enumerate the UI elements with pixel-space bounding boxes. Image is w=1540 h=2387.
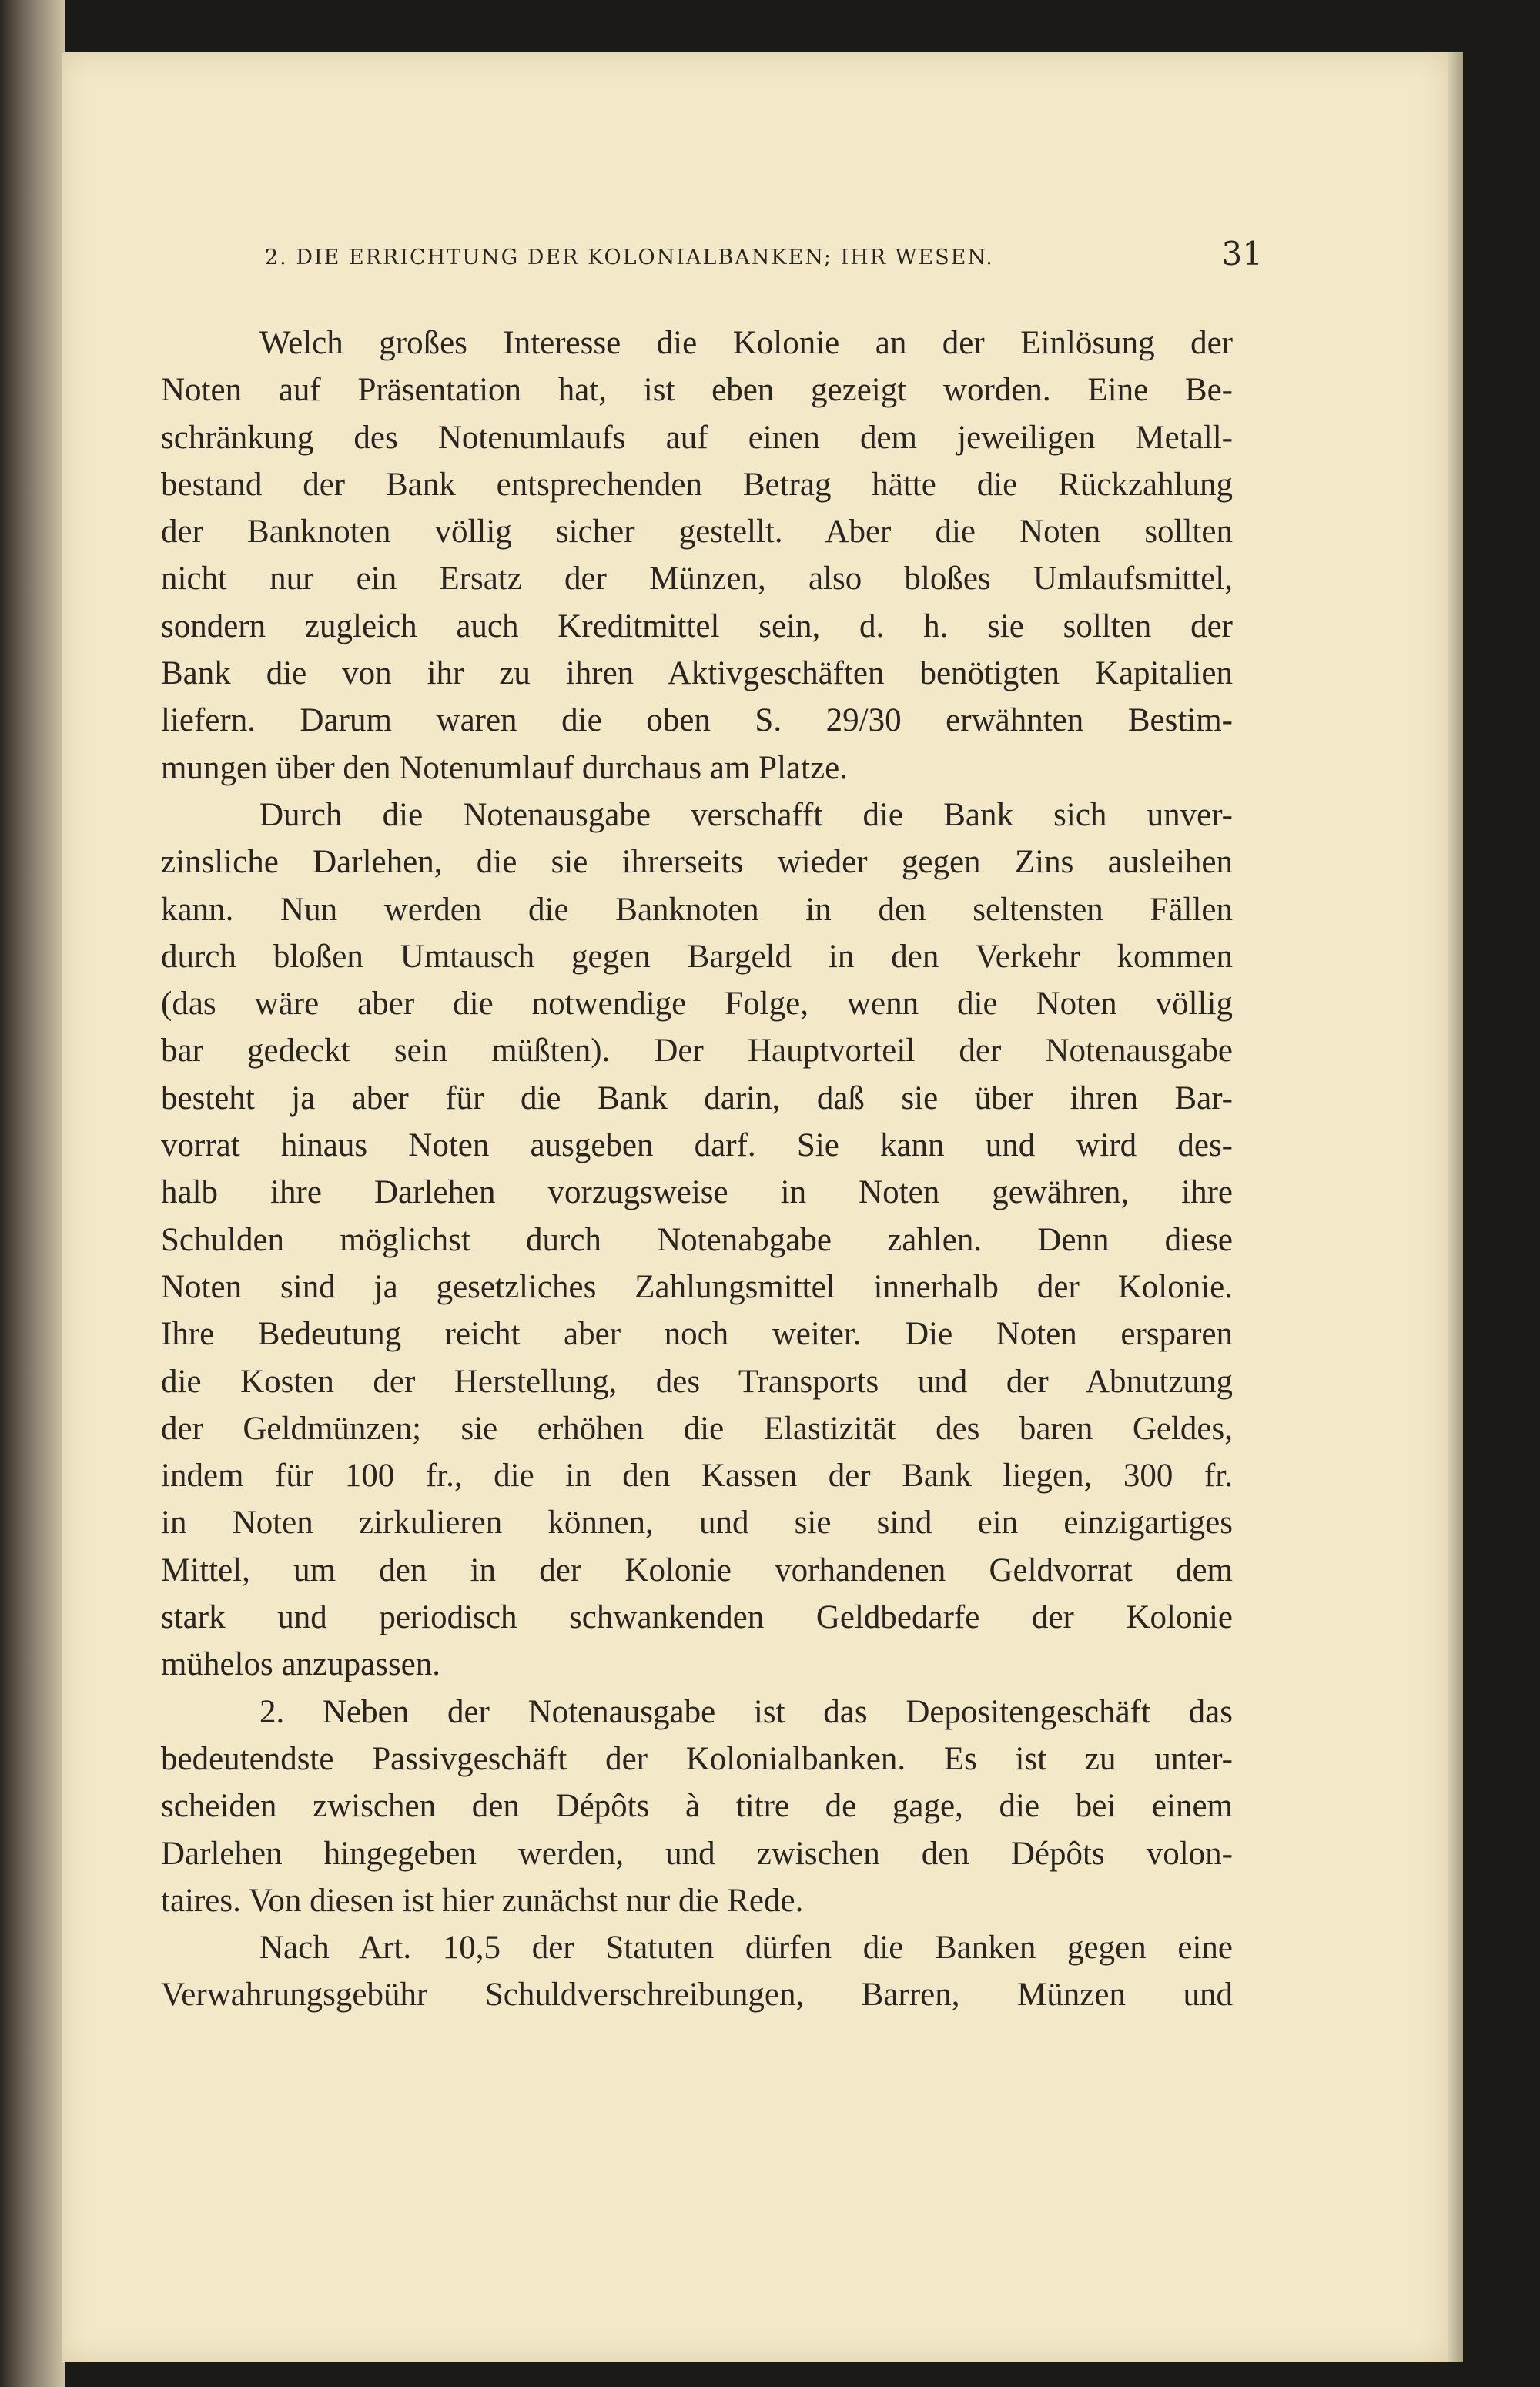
text-line: Mittel, um den in der Kolonie vorhandenen Geldvorrat dem (161, 1552, 1233, 1589)
text-line: in Noten zirkulieren können, und sie sind ein einzigartiges (161, 1505, 1233, 1542)
text-line: Durch die Notenausgabe verschafft die Bank sich unver- (259, 796, 1233, 833)
page-edge (1448, 52, 1463, 2362)
text-line: bar gedeckt sein müßten). Der Hauptvorteil der Notenausgabe (161, 1033, 1233, 1070)
book-gutter (0, 0, 65, 2387)
text-line: vorrat hinaus Noten ausgeben darf. Sie kann und wird des- (161, 1127, 1233, 1164)
text-line: Noten auf Präsentation hat, ist eben gezeigt worden. Eine Be- (161, 372, 1233, 409)
page-number: 31 (1221, 235, 1263, 273)
body-text (161, 320, 1233, 2019)
text-line: durch bloßen Umtausch gegen Bargeld in den Verkehr kommen (161, 938, 1233, 975)
text-line: schränkung des Notenumlaufs auf einen dem jeweiligen Metall- (161, 419, 1233, 456)
text-line: mungen über den Notenumlauf durchaus am Platze. (161, 749, 848, 786)
text-line: Noten sind ja gesetzliches Zahlungsmittel innerhalb der Kolonie. (161, 1268, 1233, 1305)
text-line: indem für 100 fr., die in den Kassen der Bank liegen, 300 fr. (161, 1458, 1233, 1495)
text-line: besteht ja aber für die Bank darin, daß sie über ihren Bar- (161, 1080, 1233, 1116)
text-line: Welch großes Interesse die Kolonie an der Einlösung der (259, 325, 1233, 361)
text-line: der Banknoten völlig sicher gestellt. Aber die Noten sollten (161, 514, 1233, 551)
text-line: sondern zugleich auch Kreditmittel sein, d. h. sie sollten der (161, 608, 1233, 644)
text-line: Schulden möglichst durch Notenabgabe zahlen. Denn diese (161, 1221, 1233, 1258)
text-line: mühelos anzupassen. (161, 1646, 441, 1683)
text-line: nicht nur ein Ersatz der Münzen, also bloßes Umlaufsmittel, (161, 561, 1233, 598)
text-line: Nach Art. 10,5 der Statuten dürfen die Banken gegen eine (259, 1930, 1233, 1967)
text-line: (das wäre aber die notwendige Folge, wenn die Noten völlig (161, 986, 1233, 1023)
text-line: 2. Neben der Notenausgabe ist das Depositengeschäft das (259, 1693, 1233, 1730)
text-line: zinsliche Darlehen, die sie ihrerseits wieder gegen Zins ausleihen (161, 844, 1233, 881)
text-line: die Kosten der Herstellung, des Transports und der Abnutzung (161, 1363, 1233, 1400)
running-head: 2. DIE ERRICHTUNG DER KOLONIALBANKEN; IHR WESEN. (265, 246, 994, 270)
text-line: scheiden zwischen den Dépôts à titre de gage, die bei einem (161, 1788, 1233, 1825)
text-line: der Geldmünzen; sie erhöhen die Elastizität des baren Geldes, (161, 1410, 1233, 1447)
page-header (199, 235, 1263, 281)
text-line: Ihre Bedeutung reicht aber noch weiter. Die Noten ersparen (161, 1316, 1233, 1353)
text-line: taires. Von diesen ist hier zunächst nur die Rede. (161, 1882, 804, 1919)
text-line: bedeutendste Passivgeschäft der Kolonialbanken. Es ist zu unter- (161, 1740, 1233, 1777)
text-line: stark und periodisch schwankenden Geldbedarfe der Kolonie (161, 1599, 1233, 1636)
text-line: bestand der Bank entsprechenden Betrag hätte die Rückzahlung (161, 466, 1233, 503)
text-line: Verwahrungsgebühr Schuldverschreibungen, Barren, Münzen und (161, 1977, 1233, 2014)
text-line: liefern. Darum waren die oben S. 29/30 erwähnten Bestim- (161, 702, 1233, 739)
text-line: Bank die von ihr zu ihren Aktivgeschäften benötigten Kapitalien (161, 655, 1233, 692)
text-line: halb ihre Darlehen vorzugsweise in Noten gewähren, ihre (161, 1174, 1233, 1211)
text-line: kann. Nun werden die Banknoten in den seltensten Fällen (161, 891, 1233, 928)
text-line: Darlehen hingegeben werden, und zwischen den Dépôts volon- (161, 1835, 1233, 1872)
